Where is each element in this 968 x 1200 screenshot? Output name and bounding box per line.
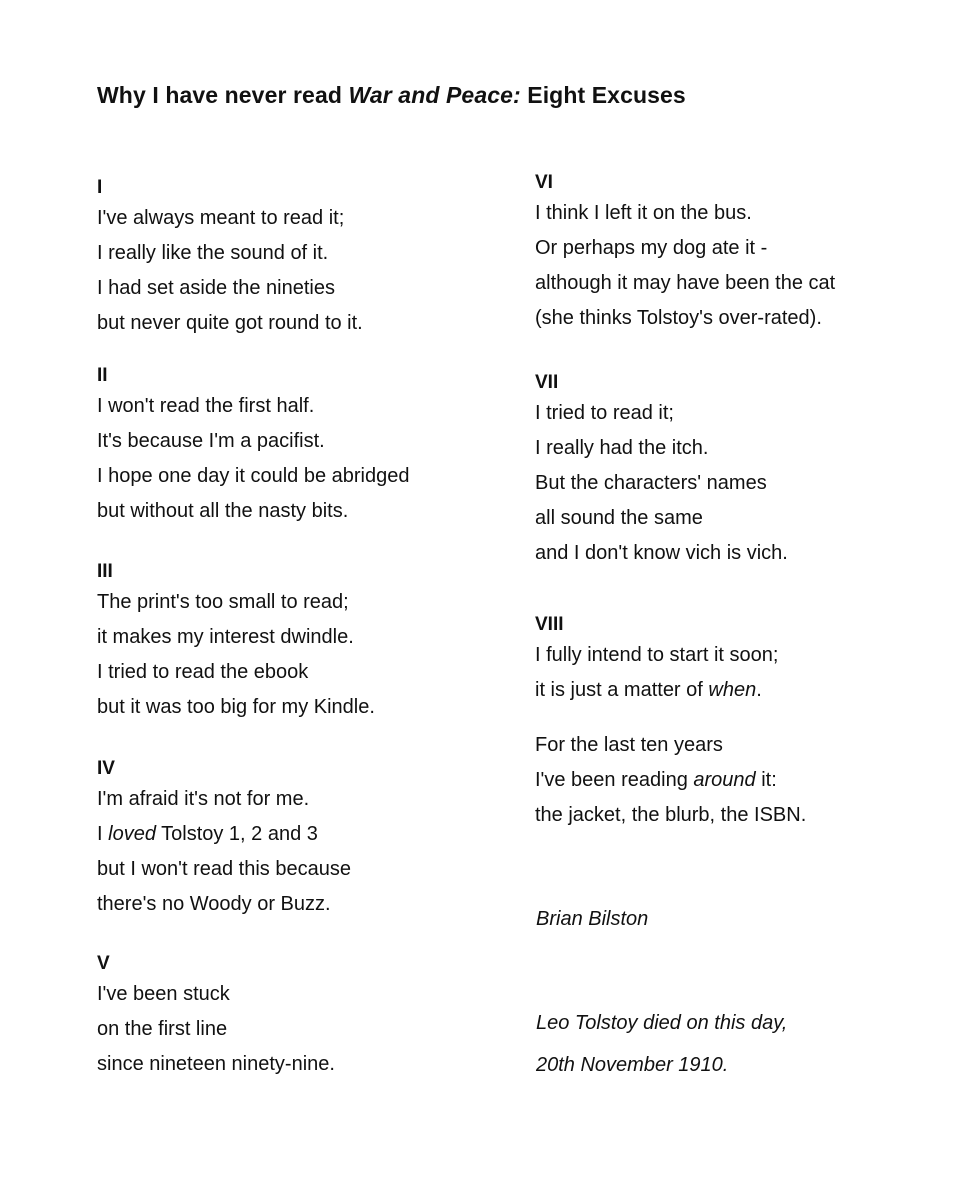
line-text: . [756,679,762,701]
footnote-line: Leo Tolstoy died on this day, [536,1012,788,1034]
stanza-2 [97,365,409,529]
stanza-line: and I don't know vich is vich. [535,542,788,564]
stanza-line: but without all the nasty bits. [97,500,349,522]
line-text: it: [755,769,777,791]
stanza-4 [97,758,351,922]
footnote-line: 20th November 1910. [536,1054,729,1076]
stanza-line: I've been stuck [97,983,230,1005]
stanza-line [97,817,351,852]
stanza-line: the jacket, the blurb, the ISBN. [535,804,807,826]
line-text: Tolstoy 1, 2 and 3 [155,823,318,845]
stanza-line: I tried to read the ebook [97,661,309,683]
stanza-line: on the first line [97,1018,228,1040]
stanza-line: I won't read the first half. [97,395,315,417]
stanza-line: For the last ten years [535,734,723,756]
stanza-numeral: VIII [535,614,564,635]
poem-title [97,82,686,109]
stanza-numeral: V [97,953,110,974]
stanza-line: I had set aside the nineties [97,277,335,299]
stanza-line: there's no Woody or Buzz. [97,893,331,915]
stanza-8 [535,614,778,708]
stanza-numeral: III [97,561,113,582]
stanza-6 [535,172,835,336]
stanza-line: I hope one day it could be abridged [97,465,410,487]
title-prefix: Why I have never read [97,82,349,108]
stanza-numeral: I [97,177,103,198]
stanza-line: although it may have been the cat [535,272,836,294]
stanza-numeral: II [97,365,108,386]
stanza-line: all sound the same [535,507,703,529]
stanza-line [535,673,778,708]
title-suffix: Eight Excuses [520,82,686,108]
stanza-line: I fully intend to start it soon; [535,644,779,666]
stanza-1 [97,177,363,341]
line-emphasis: around [693,769,756,791]
stanza-numeral: VI [535,172,553,193]
stanza-line: but it was too big for my Kindle. [97,696,375,718]
stanza-line: I really like the sound of it. [97,242,329,264]
author-name: Brian Bilston [536,908,649,930]
stanza-line [535,763,806,798]
line-text: I [97,823,109,845]
stanza-line: but I won't read this because [97,858,351,880]
stanza-line: I think I left it on the bus. [535,202,752,224]
stanza-5 [97,953,335,1082]
stanza-line: But the characters' names [535,472,767,494]
stanza-line: I really had the itch. [535,437,709,459]
stanza-line: Or perhaps my dog ate it - [535,237,768,259]
line-emphasis: loved [108,823,156,845]
stanza-line: I've always meant to read it; [97,207,345,229]
line-text: I've been reading [535,769,694,791]
stanza-8-continuation [535,728,806,833]
stanza-numeral: VII [535,372,559,393]
title-book-name: War and Peace: [348,82,521,108]
line-text: it is just a matter of [535,679,709,701]
footnote [536,1002,787,1086]
stanza-line: it makes my interest dwindle. [97,626,354,648]
stanza-line: I tried to read it; [535,402,674,424]
stanza-line: (she thinks Tolstoy's over-rated). [535,307,822,329]
stanza-3 [97,561,375,725]
author-signature [536,898,648,940]
stanza-line: but never quite got round to it. [97,312,363,334]
stanza-7 [535,372,788,571]
stanza-line: I'm afraid it's not for me. [97,788,310,810]
stanza-line: It's because I'm a pacifist. [97,430,325,452]
stanza-line: The print's too small to read; [97,591,349,613]
stanza-numeral: IV [97,758,115,779]
line-emphasis: when [708,679,757,701]
stanza-line: since nineteen ninety-nine. [97,1053,335,1075]
